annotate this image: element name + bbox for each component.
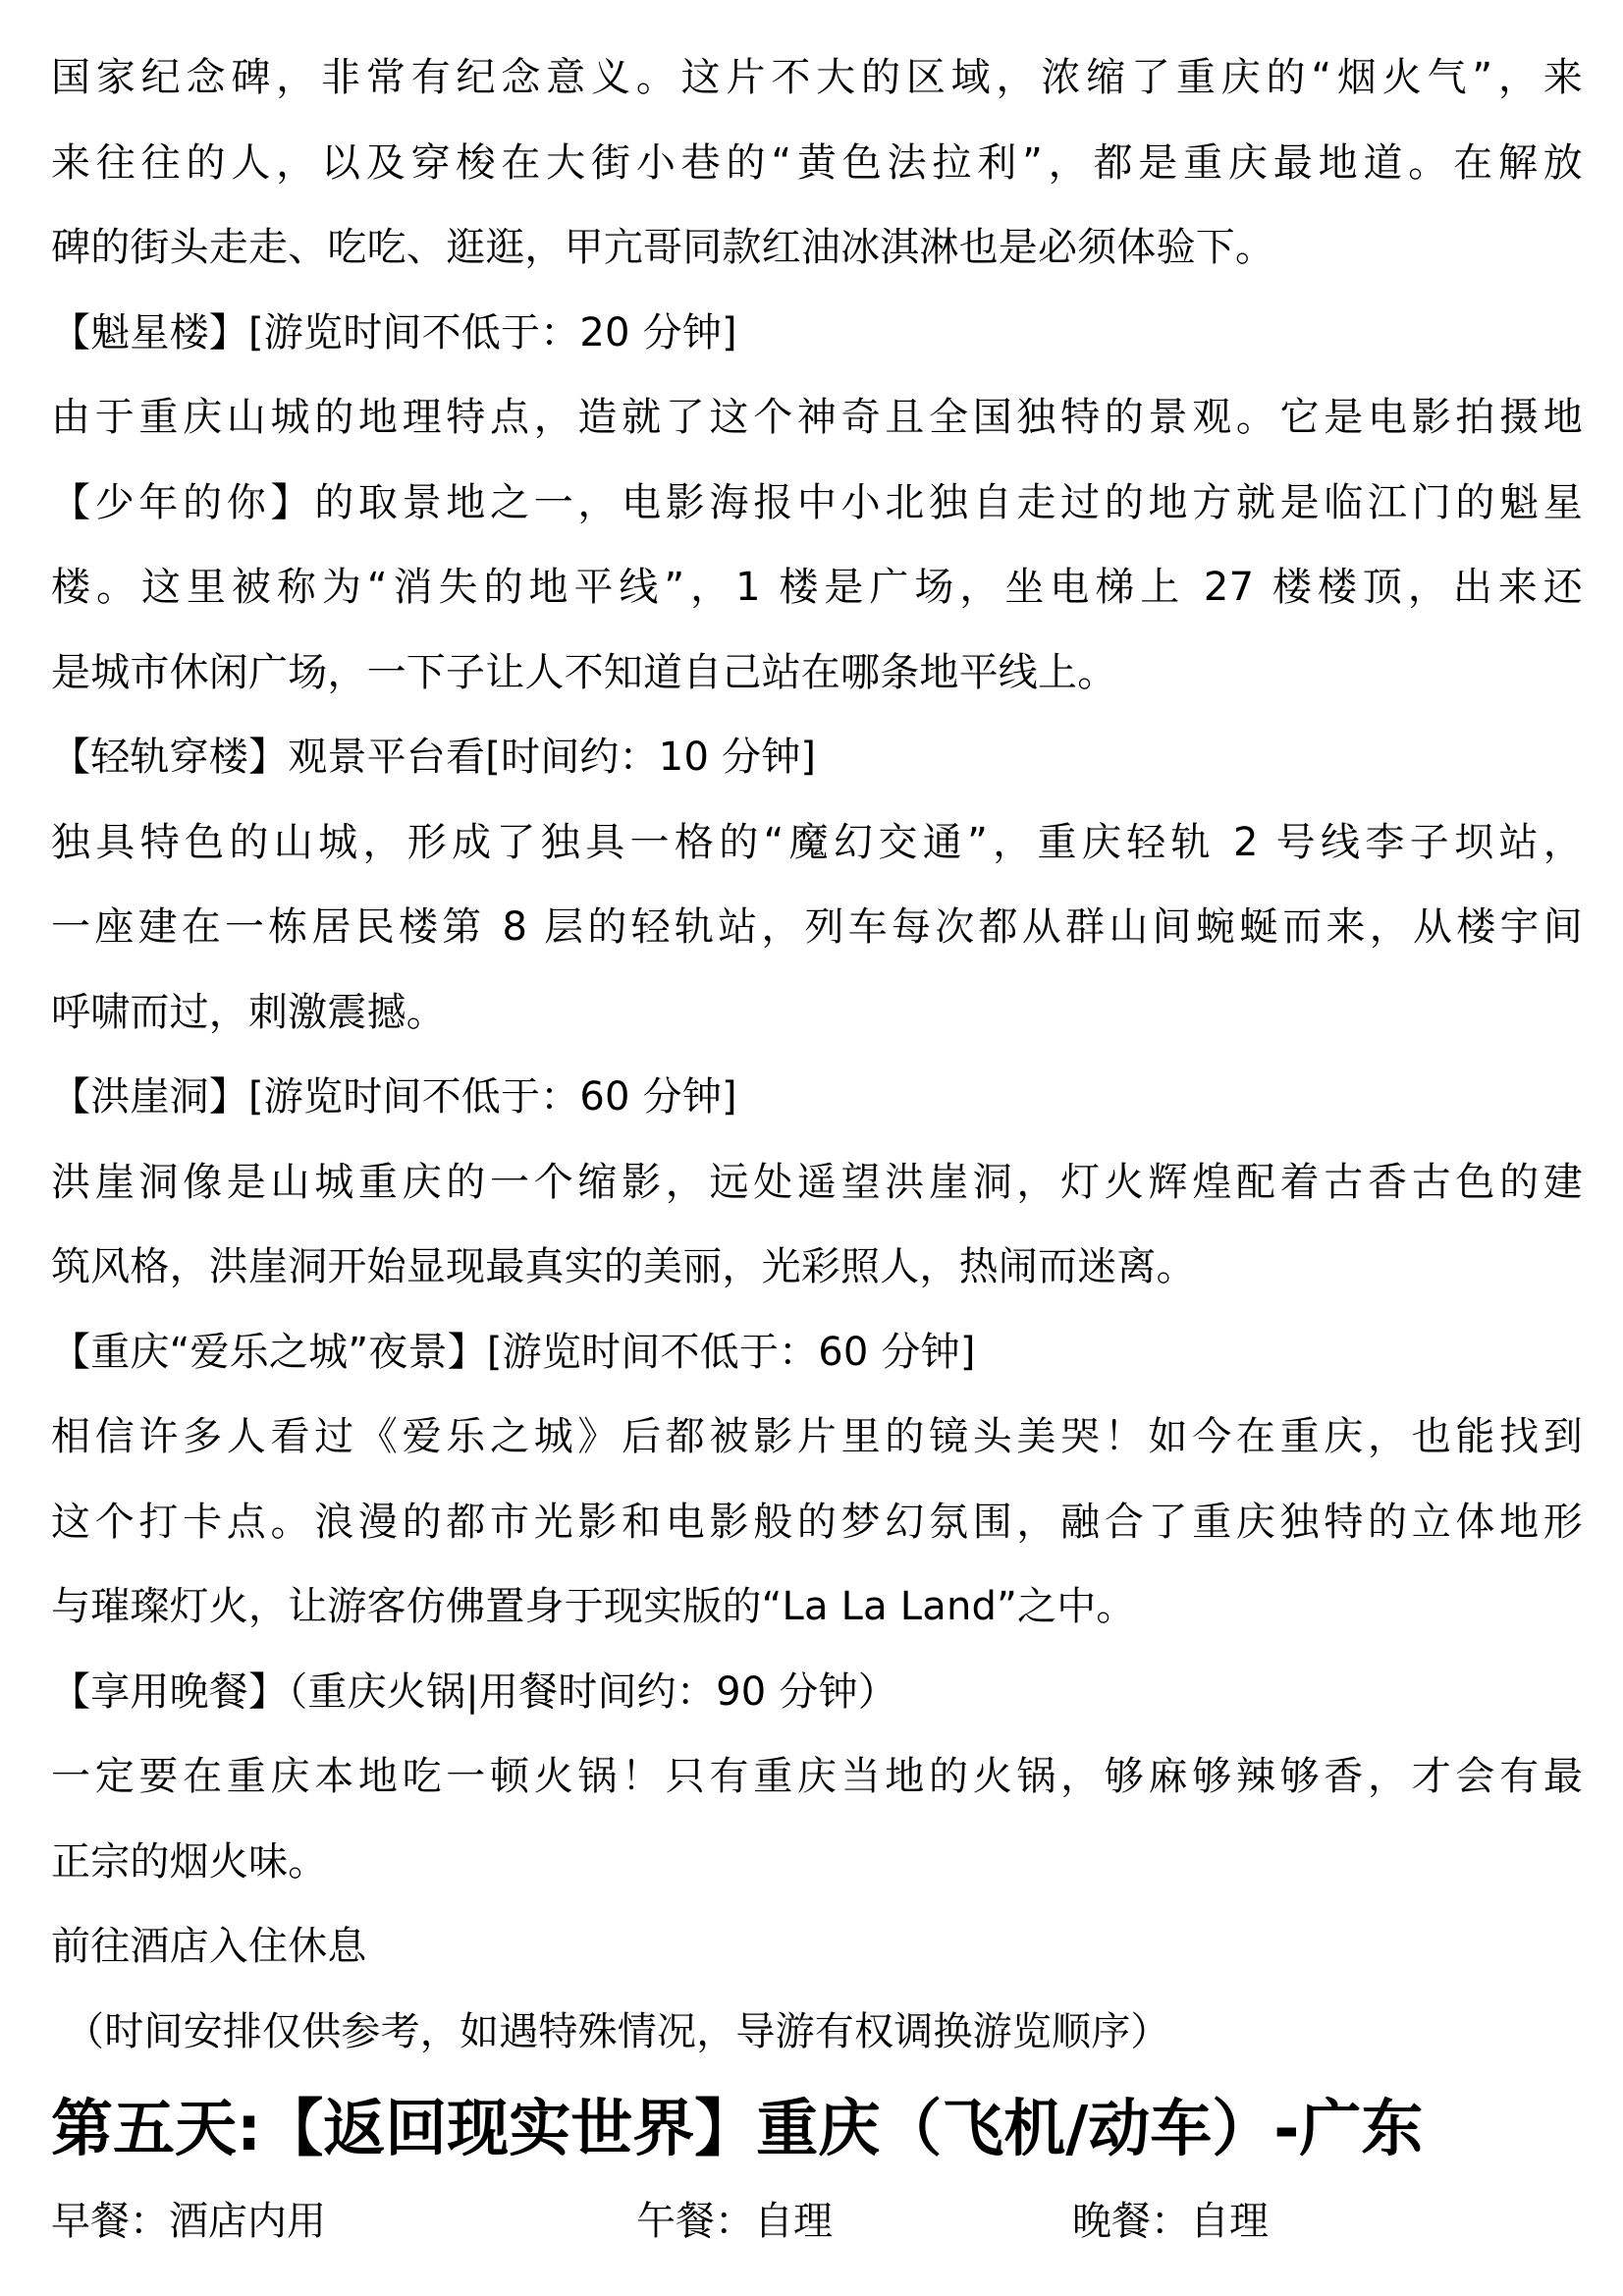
lunch-info: 午餐：自理 [636, 2199, 833, 2244]
paragraph-line: 这个打卡点。浪漫的都市光影和电影般的梦幻氛围，融合了重庆独特的立体地形 [51, 1499, 1583, 1545]
paragraph-line: 由于重庆山城的地理特点，造就了这个神奇且全国独特的景观。它是电影拍摄地 [51, 395, 1583, 440]
meals-row [51, 2182, 1583, 2261]
paragraph-line: 国家纪念碑，非常有纪念意义。这片不大的区域，浓缩了重庆的“烟火气”，来 [51, 55, 1583, 100]
section-heading: 【轻轨穿楼】观景平台看[时间约：10 分钟] [51, 735, 817, 780]
section-heading: 【洪崖洞】[游览时间不低于：60 分钟] [51, 1074, 737, 1120]
paragraph-line: 相信许多人看过《爱乐之城》后都被影片里的镜头美哭！如今在重庆，也能找到 [51, 1414, 1583, 1459]
dinner-info: 晚餐：自理 [1072, 2199, 1269, 2244]
paragraph-line: 来往往的人，以及穿梭在大街小巷的“黄色法拉利”，都是重庆最地道。在解放 [51, 139, 1583, 186]
paragraph-line: 呼啸而过，刺激震撼。 [51, 989, 446, 1035]
paragraph-line: 独具特色的山城，形成了独具一格的“魔幻交通”，重庆轻轨 2 号线李子坝站， [51, 819, 1583, 865]
paragraph-line: 筑风格，洪崖洞开始显现最真实的美丽，光彩照人，热闹而迷离。 [51, 1244, 1196, 1289]
breakfast-info: 早餐：酒店内用 [51, 2199, 326, 2244]
paragraph-line: 是城市休闲广场，一下子让人不知道自己站在哪条地平线上。 [51, 649, 1117, 695]
section-heading: 【重庆“爱乐之城”夜景】[游览时间不低于：60 分钟] [51, 1329, 976, 1375]
paragraph-line: 碑的街头走走、吃吃、逛逛，甲亢哥同款红油冰淇淋也是必须体验下。 [51, 225, 1275, 270]
document-page [51, 35, 1583, 2261]
day-title: 第五天:【返回现实世界】重庆（飞机/动车）-广东 [51, 2093, 1424, 2164]
paragraph-line: 一定要在重庆本地吃一顿火锅！只有重庆当地的火锅，够麻够辣够香，才会有最 [51, 1754, 1583, 1799]
section-heading: 【魁星楼】[游览时间不低于：20 分钟] [51, 309, 737, 355]
paragraph-line: 一座建在一栋居民楼第 8 层的轻轨站，列车每次都从群山间蜿蜒而来，从楼宇间 [51, 904, 1583, 950]
paragraph-line: 洪崖洞像是山城重庆的一个缩影，远处遥望洪崖洞，灯火辉煌配着古香古色的建 [51, 1159, 1583, 1205]
paragraph-line: 正宗的烟火味。 [51, 1838, 328, 1885]
paragraph-line: 与璀璨灯火，让游客仿佛置身于现实版的“La La Land”之中。 [51, 1584, 1136, 1629]
section-heading: 【享用晚餐】（重庆火锅|用餐时间约：90 分钟） [51, 1668, 897, 1715]
paragraph-line: 楼。这里被称为“消失的地平线”，1 楼是广场，坐电梯上 27 楼楼顶，出来还 [51, 565, 1583, 610]
paragraph-line: 前往酒店入住休息 [51, 1924, 367, 1969]
paragraph-line: 【少年的你】的取景地之一，电影海报中小北独自走过的地方就是临江门的魁星 [51, 479, 1583, 525]
schedule-note: （时间安排仅供参考，如遇特殊情况，导游有权调换游览顺序） [65, 2008, 1170, 2054]
